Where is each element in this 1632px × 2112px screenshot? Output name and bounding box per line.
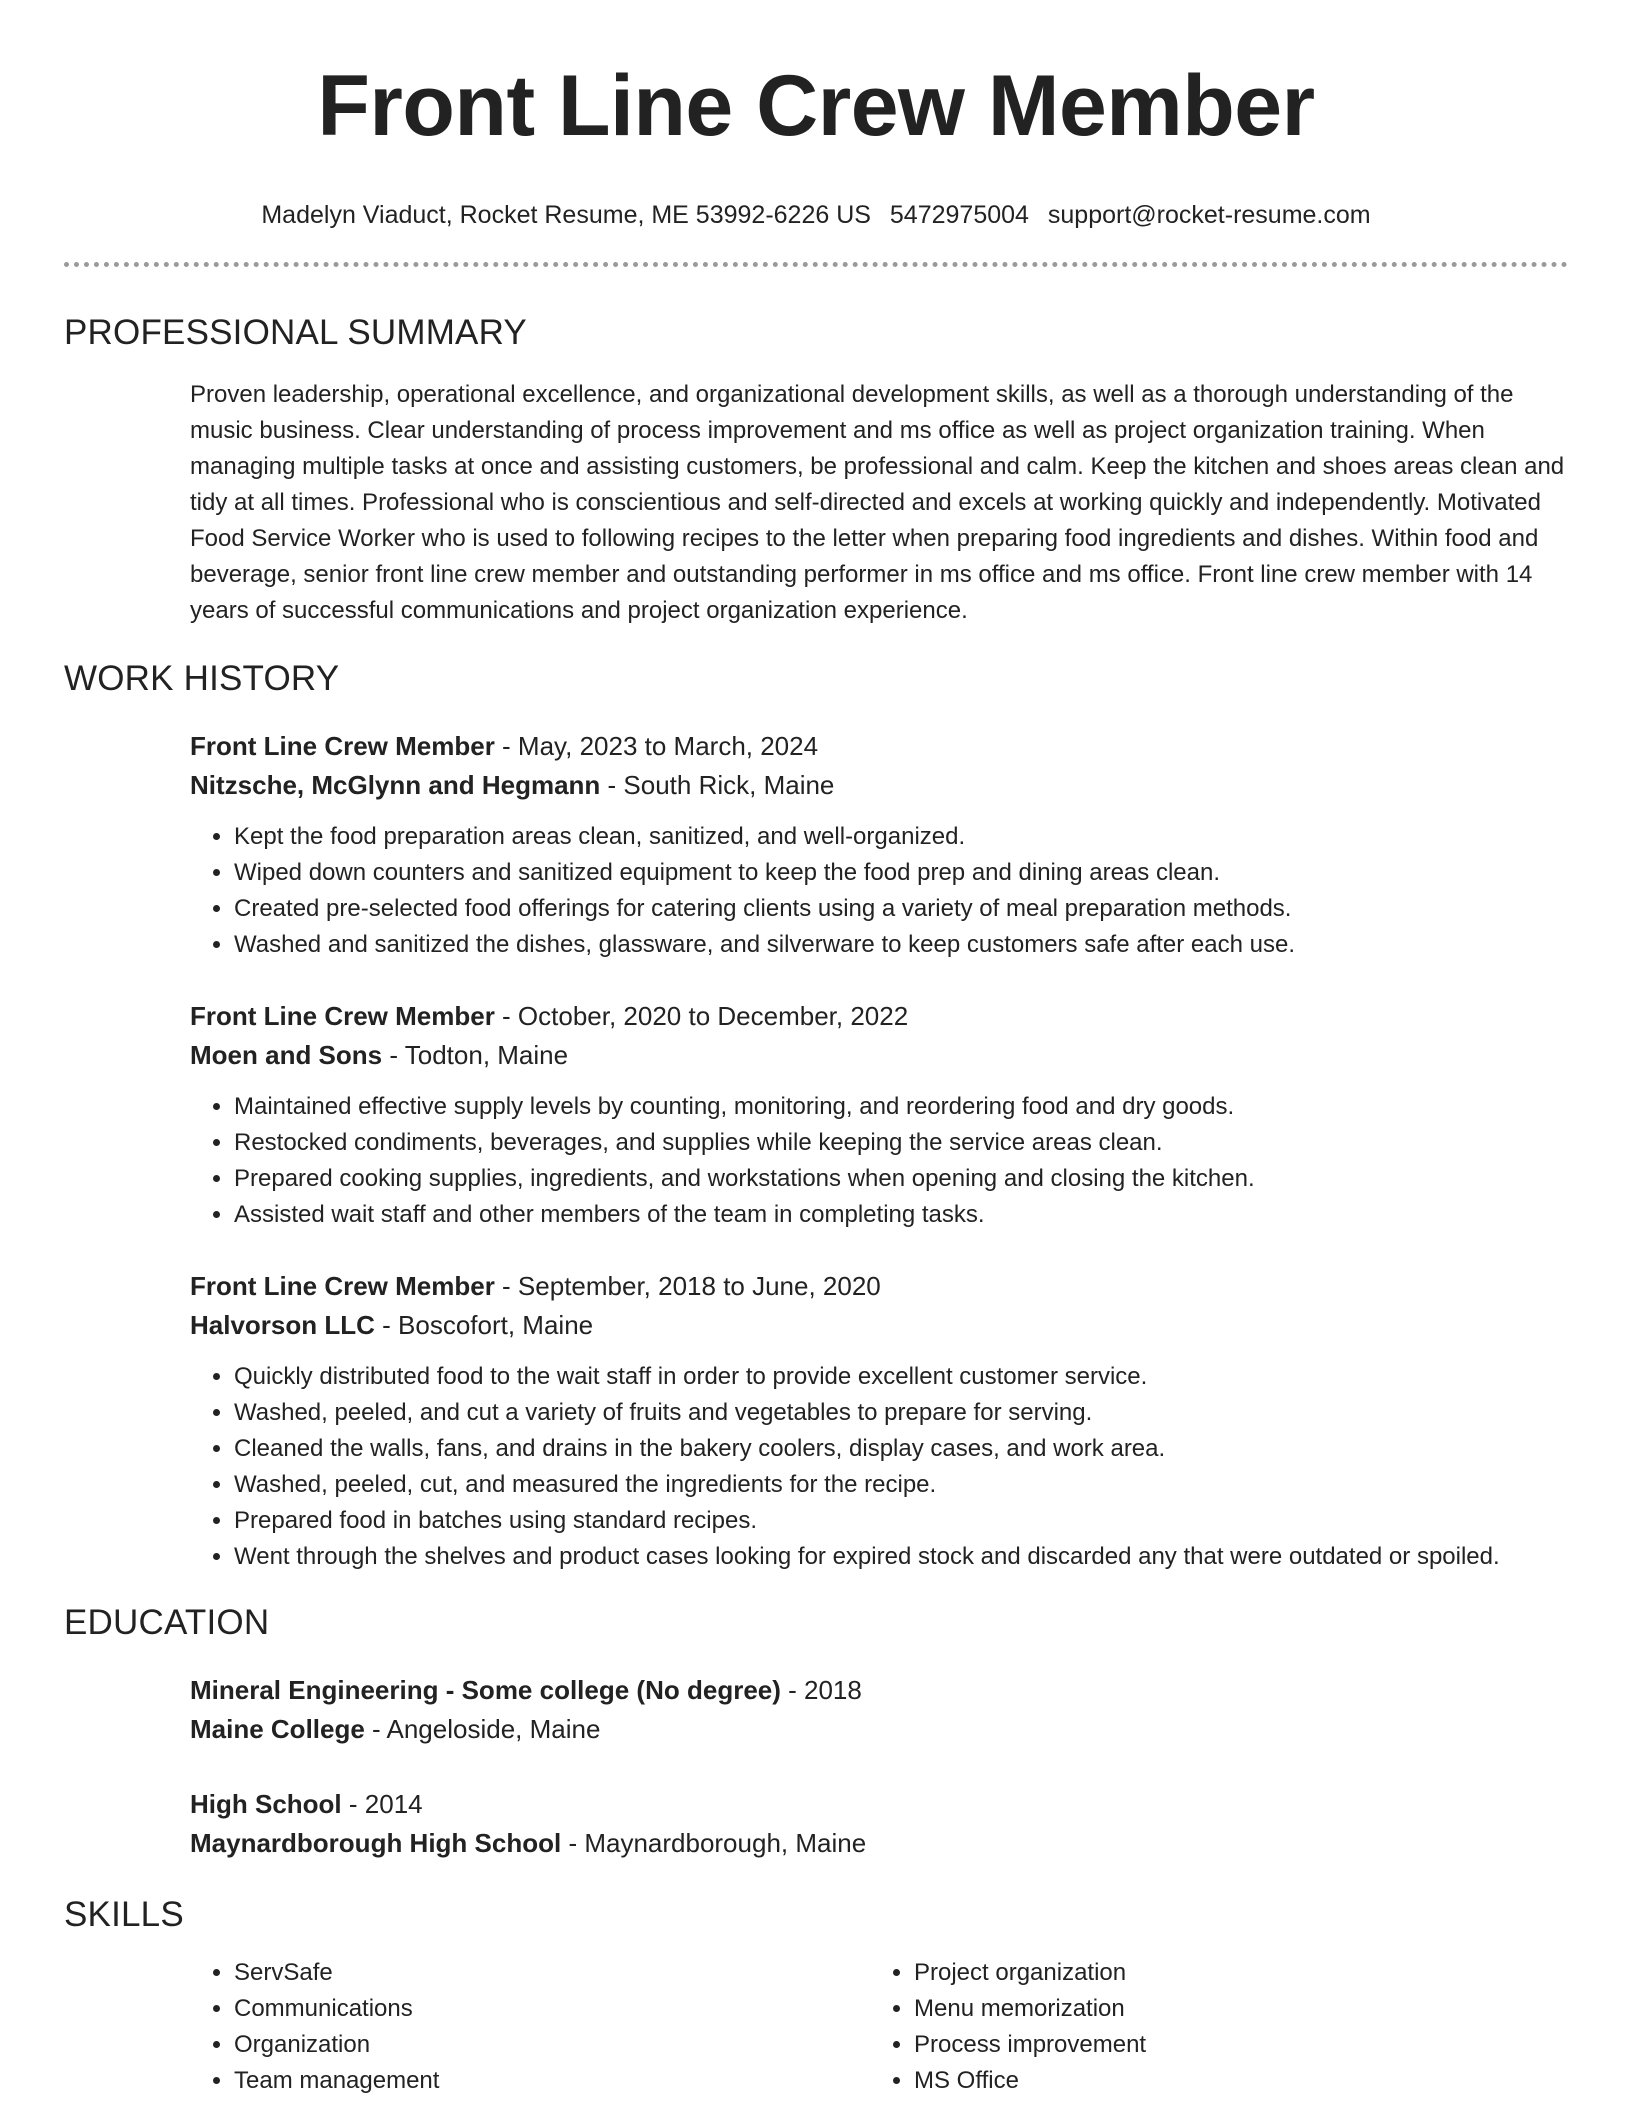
resume-page — [64, 0, 1568, 2099]
job-bullet: • Cleaned the walls, fans, and drains in the bakery coolers, display cases, and work area. — [234, 1431, 1568, 1467]
job-bullet: • Assisted wait staff and other members of the team in completing tasks. — [234, 1197, 1568, 1233]
section-title-summary: PROFESSIONAL SUMMARY — [64, 313, 527, 352]
job-location: - Boscofort, Maine — [374, 1310, 594, 1340]
education-year: - 2018 — [780, 1675, 862, 1705]
education-school-line — [190, 1710, 1568, 1749]
contact-line — [64, 198, 1568, 232]
job-bullet: • Prepared cooking supplies, ingredients, and workstations when opening and closing the kitchen. — [234, 1161, 1568, 1197]
skills-column-right — [870, 1955, 1550, 2099]
job-bullets — [190, 1359, 1568, 1575]
job-position: Front Line Crew Member — [190, 1001, 495, 1031]
job-entry — [190, 727, 1568, 963]
job-bullets — [190, 1089, 1568, 1233]
education-entry — [190, 1671, 1568, 1749]
skill-item: • Process improvement — [914, 2027, 1550, 2063]
skills-list — [870, 1955, 1550, 2099]
skill-item: • Menu memorization — [914, 1991, 1550, 2027]
education-location: - Maynardborough, Maine — [561, 1828, 867, 1858]
job-company: Moen and Sons — [190, 1040, 383, 1070]
job-location: - Todton, Maine — [382, 1040, 569, 1070]
job-bullet: • Wiped down counters and sanitized equipment to keep the food prep and dining areas clean. — [234, 855, 1568, 891]
job-entry — [190, 997, 1568, 1233]
section-title-education: EDUCATION — [64, 1603, 270, 1642]
education-degree: Mineral Engineering - Some college (No degree) — [190, 1675, 781, 1705]
skill-item: • Organization — [234, 2027, 870, 2063]
job-title-line — [190, 727, 1568, 766]
education-entry — [190, 1785, 1568, 1863]
skill-item: • MS Office — [914, 2063, 1550, 2099]
skills-column-left — [190, 1955, 870, 2099]
job-title-line — [190, 1267, 1568, 1306]
skills-list — [190, 1955, 870, 2099]
job-dates: - May, 2023 to March, 2024 — [494, 731, 819, 761]
skill-item: • Team management — [234, 2063, 870, 2099]
section-title-skills: SKILLS — [64, 1895, 184, 1934]
job-bullet: • Restocked condiments, beverages, and supplies while keeping the service areas clean. — [234, 1125, 1568, 1161]
section-title-work-history: WORK HISTORY — [64, 659, 340, 698]
job-position: Front Line Crew Member — [190, 1271, 495, 1301]
job-bullet: • Kept the food preparation areas clean, sanitized, and well-organized. — [234, 819, 1568, 855]
job-company-line — [190, 766, 1568, 805]
education-school: Maynardborough High School — [190, 1828, 562, 1858]
job-bullet: • Maintained effective supply levels by counting, monitoring, and reordering food and dry goods. — [234, 1089, 1568, 1125]
education-year: - 2014 — [341, 1789, 423, 1819]
education-school-line — [190, 1824, 1568, 1863]
job-bullet: • Washed, peeled, cut, and measured the ingredients for the recipe. — [234, 1467, 1568, 1503]
education-location: - Angeloside, Maine — [364, 1714, 601, 1744]
job-bullets — [190, 819, 1568, 963]
skill-item: • ServSafe — [234, 1955, 870, 1991]
skill-item: • Project organization — [914, 1955, 1550, 1991]
skill-item: • Communications — [234, 1991, 870, 2027]
job-location: - South Rick, Maine — [600, 770, 835, 800]
resume-name: Front Line Crew Member — [317, 58, 1315, 154]
job-bullet: • Prepared food in batches using standard recipes. — [234, 1503, 1568, 1539]
job-bullet: • Created pre-selected food offerings for catering clients using a variety of meal preparation methods. — [234, 891, 1568, 927]
education-degree-line — [190, 1785, 1568, 1824]
job-dates: - September, 2018 to June, 2020 — [494, 1271, 881, 1301]
job-company: Nitzsche, McGlynn and Hegmann — [190, 770, 601, 800]
header-divider — [64, 262, 1568, 267]
education-degree: High School — [190, 1789, 342, 1819]
education-degree-line — [190, 1671, 1568, 1710]
job-bullet: • Quickly distributed food to the wait staff in order to provide excellent customer service. — [234, 1359, 1568, 1395]
job-position: Front Line Crew Member — [190, 731, 495, 761]
job-entry — [190, 1267, 1568, 1575]
contact-address: Madelyn Viaduct, Rocket Resume, ME 53992-6226 US — [261, 201, 871, 229]
job-title-line — [190, 997, 1568, 1036]
job-bullet: • Washed and sanitized the dishes, glassware, and silverware to keep customers safe after each use. — [234, 927, 1568, 963]
job-company-line — [190, 1036, 1568, 1075]
education-school: Maine College — [190, 1714, 365, 1744]
contact-phone: 5472975004 — [889, 201, 1029, 229]
job-company: Halvorson LLC — [190, 1310, 375, 1340]
contact-email: support@rocket-resume.com — [1047, 201, 1371, 229]
job-bullet: • Went through the shelves and product cases looking for expired stock and discarded any that were outdated or spoiled. — [234, 1539, 1568, 1575]
job-bullet: • Washed, peeled, and cut a variety of fruits and vegetables to prepare for serving. — [234, 1395, 1568, 1431]
skills-grid — [190, 1955, 1568, 2099]
job-dates: - October, 2020 to December, 2022 — [494, 1001, 909, 1031]
summary-text: Proven leadership, operational excellence, and organizational development skills, as well as a thorough understanding of the music business. Clear understanding of process improvement and ms office as well as project organization training. When managing multiple tasks at once and assisting customers, be professional and calm. Keep the kitchen and shoes areas clean and tidy at all times. Professional who is conscientious and self-directed and excels at working quickly and independently. Motivated Food Service Worker who is used to following recipes to the letter when preparing food ingredients and dishes. Within food and beverage, senior front line crew member and outstanding performer in ms office and ms office. Front line crew member with 14 years of successful communications and project organization experience. — [190, 381, 1565, 624]
job-company-line — [190, 1306, 1568, 1345]
